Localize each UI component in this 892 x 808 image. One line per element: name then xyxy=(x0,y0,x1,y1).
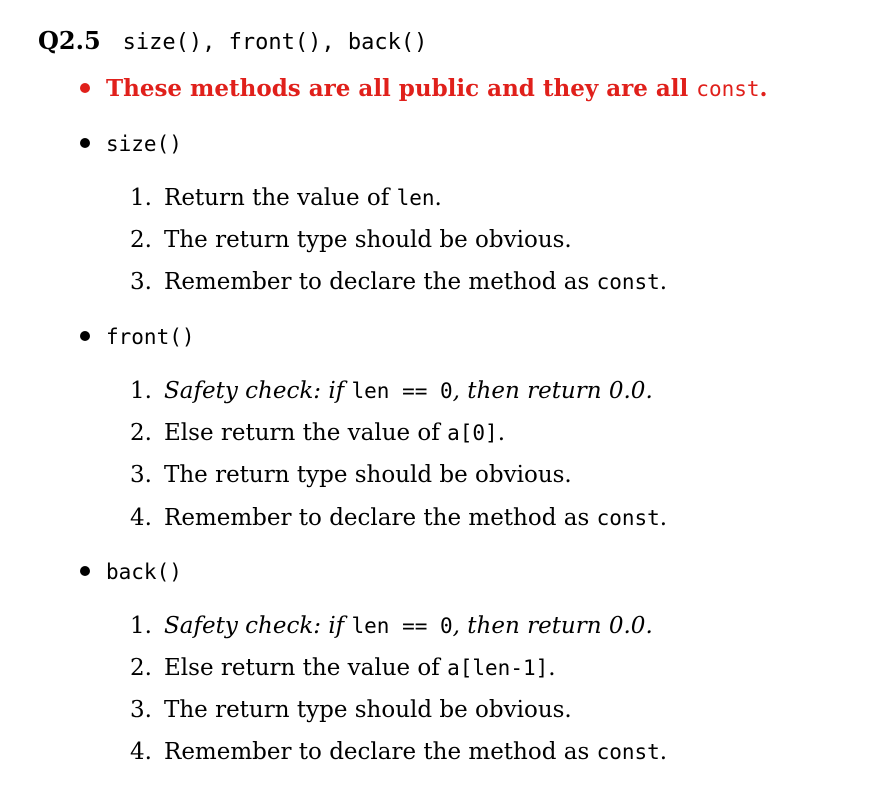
section-heading xyxy=(38,26,427,58)
list-item: 1. Return the value of len. xyxy=(130,185,442,211)
note-text: These methods are all public and they are all xyxy=(106,75,697,102)
list-item: 1. Safety check: if len == 0, then return 0.0. xyxy=(130,613,653,639)
note-code: const xyxy=(696,77,760,101)
list-item: 4. Remember to declare the method as const. xyxy=(130,739,668,765)
note-bullet: These methods are all public and they are all const. xyxy=(80,74,768,104)
list-item: 2. The return type should be obvious. xyxy=(130,227,572,253)
list-item: 2. Else return the value of a[len-1]. xyxy=(130,655,556,681)
section-number: Q2.5 xyxy=(38,26,101,55)
list-item: 4. Remember to declare the method as const. xyxy=(130,505,668,531)
method-bullet-size xyxy=(80,129,182,159)
bullet-icon xyxy=(80,138,90,148)
list-item: 3. The return type should be obvious. xyxy=(130,697,572,723)
list-item: 3. Remember to declare the method as const. xyxy=(130,269,668,295)
list-item: 1. Safety check: if len == 0, then return 0.0. xyxy=(130,378,653,404)
method-bullet-front xyxy=(80,322,195,352)
list-item: 2. Else return the value of a[0]. xyxy=(130,420,505,446)
section-title: size(), front(), back() xyxy=(122,30,428,55)
method-bullet-back xyxy=(80,557,182,587)
list-item: 3. The return type should be obvious. xyxy=(130,462,572,488)
bullet-icon xyxy=(80,83,90,93)
method-name: size() xyxy=(106,132,182,156)
bullet-icon xyxy=(80,566,90,576)
method-name: back() xyxy=(106,560,182,584)
method-name: front() xyxy=(106,325,195,349)
bullet-icon xyxy=(80,331,90,341)
